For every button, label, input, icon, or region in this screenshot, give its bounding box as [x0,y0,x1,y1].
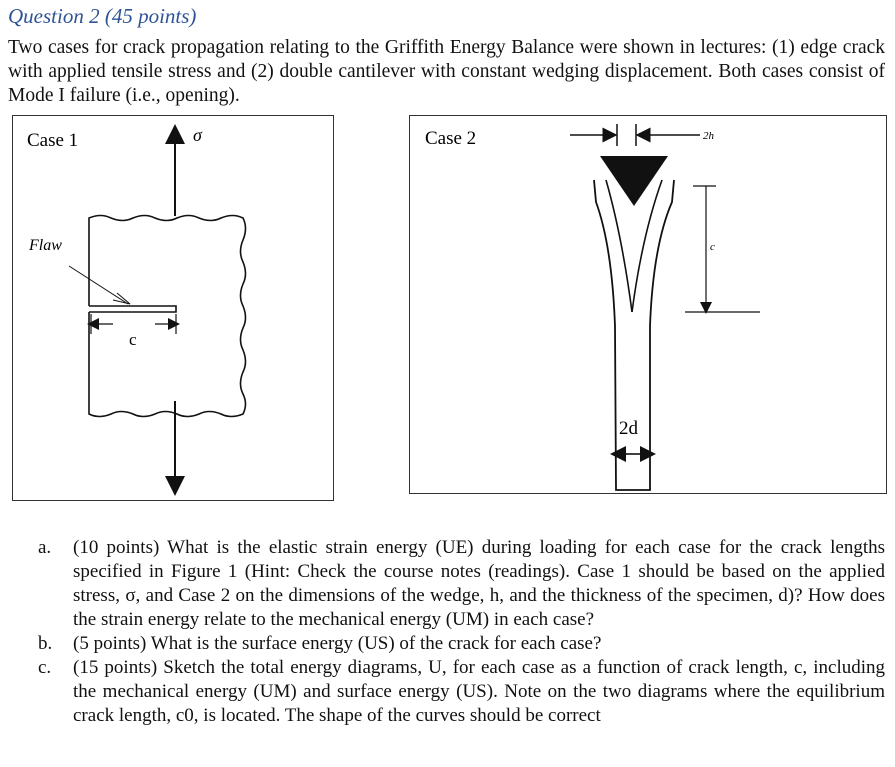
question-part-c [38,656,885,728]
part-text: (10 points) What is the elastic strain energy (UE) during loading for each case for the crack lengths specified in Figure 1 (Hint: Check the course notes (readings). Case 1 should be based on the applied stress, σ, and Case 2 on the dimensions of the wedge, h, and the thickness of the specimen, d)? How does the strain energy relate to the mechanical energy (UM) in each case? [73,537,885,630]
crack-face-left [606,180,632,312]
part-label: a. [38,537,52,558]
part-label: b. [38,633,53,654]
sigma-label: σ [193,125,202,145]
part-text: (15 points) Sketch the total energy diagrams, U, for each case as a function of crack length, c, including the mechanical energy (UM) and surface energy (US). Note on the two diagrams where the equilibrium crack length, c0, is located. The shape of the curves should be correct [73,657,885,726]
specimen-outline [89,216,246,417]
question-parts [38,536,885,728]
flaw-leader [69,266,128,304]
h-label: 2h [703,130,714,142]
part-label: c. [38,657,52,678]
case1-label: Case 1 [27,130,79,151]
case1-figure [12,115,334,501]
d-label: 2d [619,418,638,439]
edge-crack [89,306,176,312]
c-label: c [129,330,137,349]
case2-label: Case 2 [425,128,477,149]
question-intro: Two cases for crack propagation relating to the Griffith Energy Balance were shown in lectures: (1) edge crack with applied tensile stress and (2) double cantilever with constant wedging displacement. Both cases consist of Mode I failure (i.e., opening). [8,37,885,106]
c2-label: c [710,241,715,253]
question-title: Question 2 (45 points) [8,4,197,28]
part-text: (5 points) What is the surface energy (US) of the crack for each case? [73,633,602,654]
cantilever-beam [594,180,674,490]
question-part-b [38,632,885,656]
flaw-leader-arrowhead [113,293,130,304]
flaw-label: Flaw [29,237,62,254]
question-part-a [38,536,885,632]
case2-figure [409,115,887,494]
